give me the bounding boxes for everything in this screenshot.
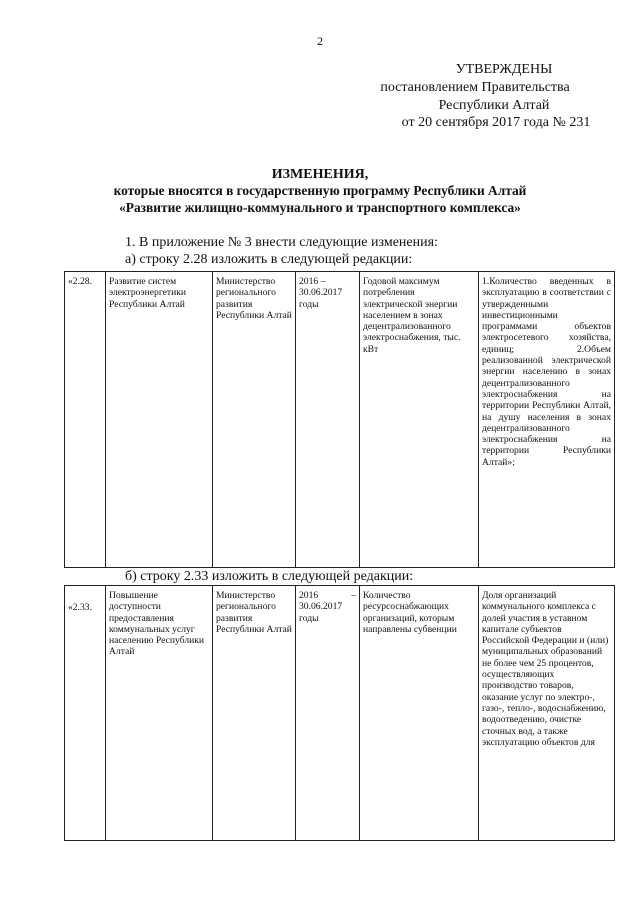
approval-title: УТВЕРЖДЕНЫ (455, 62, 553, 77)
event-name: Повышение доступности предоставления коммунальных услуг населению Республики Алтай (106, 586, 213, 841)
row-2-28-table (64, 271, 615, 568)
approval-line-3: от 20 сентября 2017 года № 231 (401, 115, 591, 130)
row-number: «2.33. (65, 586, 106, 841)
item-b-paragraph: б) строку 2.33 изложить в следующей редакции: (125, 569, 414, 584)
row-2-33-table (64, 585, 615, 841)
approval-line-1: постановлением Правительства (380, 80, 570, 95)
intro-paragraph: 1. В приложение № 3 внести следующие изменения: (125, 235, 438, 250)
indicator: Количество ресурсоснабжающих организаций, которым направлены субвенции (360, 586, 479, 841)
result-indicators: Доля организаций коммунального комплекса с долей участия в уставном капитале субъектов Российской Федерации и (или) муниципальных образований не более чем 25 процентов, осуществляющих производство товаров, оказание услуг по электро-, газо-, тепло-, водоснабжению, водоотведению, очистке сточных вод, а также эксплуатацию объектов для (479, 586, 615, 841)
document-title: ИЗМЕНЕНИЯ, (271, 167, 369, 182)
period: 2016 – 30.06.2017 годы (296, 272, 360, 568)
result-indicators: 1.Количество введенных в эксплуатацию в соответствии с утвержденными инвестиционными программами объектов электросетевого хозяйства, единиц; 2.Объем реализованной электрической энергии населению в зонах децентрализованного электроснабжения на территории Республики Алтай, на душу населения в зонах децентрализованного электроснабжения на территории Республики Алтай»; (479, 272, 615, 568)
document-subtitle-2: «Развитие жилищно-коммунального и транспортного комплекса» (119, 200, 521, 215)
approval-line-2: Республики Алтай (438, 98, 550, 113)
period: 2016 – 30.06.2017 годы (296, 586, 360, 841)
event-name: Развитие систем электроэнергетики Республики Алтай (106, 272, 213, 568)
row-number: «2.28. (65, 272, 106, 568)
table-row (65, 586, 615, 841)
executor: Министерство регионального развития Республики Алтай (213, 272, 296, 568)
document-subtitle-1: которые вносятся в государственную программу Республики Алтай (113, 183, 527, 198)
item-a-paragraph: а) строку 2.28 изложить в следующей редакции: (125, 252, 413, 267)
table-row (65, 272, 615, 568)
executor: Министерство регионального развития Республики Алтай (213, 586, 296, 841)
indicator: Годовой максимум потребления электрической энергии населением в зонах децентрализованного электроснабжения, тыс. кВт (360, 272, 479, 568)
page-number: 2 (317, 34, 323, 48)
